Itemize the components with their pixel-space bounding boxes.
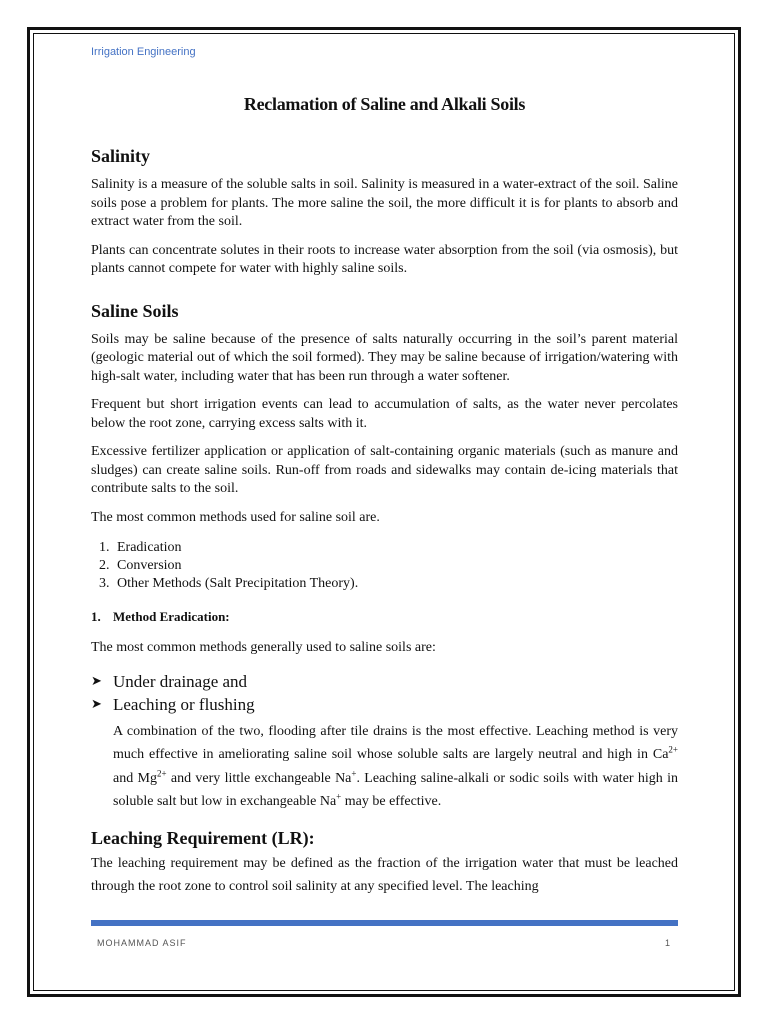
heading-leaching-requirement: Leaching Requirement (LR):: [91, 827, 315, 848]
list-item: [91, 693, 678, 716]
page-number: 1: [664, 938, 670, 948]
methods-list: [91, 539, 678, 593]
paragraph: Salinity is a measure of the soluble salts in soil. Salinity is measured in a water-extract of the soil. Saline soils pose a problem for plants. The more saline the soil, the more difficult it is for plants to absorb and extract water from the soil.: [91, 177, 678, 229]
list-item: 3. Other Methods (Salt Precipitation Theory).: [113, 575, 678, 593]
paragraph: The leaching requirement may be defined as the fraction of the irrigation water that must be leached through the root zone to control soil salinity at any specified level. The leaching: [91, 855, 678, 894]
list-item: 1. Eradication: [113, 539, 678, 557]
paragraph: Soils may be saline because of the presence of salts naturally occurring in the soil’s parent material (geologic material out of which the soil formed). They may be saline because of irrigation/watering with high-salt water, including water that has been run through a water softener.: [91, 331, 678, 384]
list-item: [91, 670, 678, 693]
paragraph-leaching-method: A combination of the two, flooding after tile drains is the most effective. Leaching method is very much effective in ameliorating saline soil whose soluble salts are largely neutral and high in $Ca^{2+}$ and $Mg^{2+}$ and very little exchangeable Na+. Leaching saline-alkali or sodic soils with water high in soluble salt but low in exchangeable Na+ may be effective.: [113, 723, 678, 809]
paragraph: Excessive fertilizer application or application of salt-containing organic materials (such as manure and sludges) can create saline soils. Run-off from roads and sidewalks may contain de-icing materials that contribute salts to the soil.: [91, 444, 678, 496]
subheading-number: 1.: [91, 609, 101, 624]
running-header: Irrigation Engineering: [91, 46, 196, 58]
heading-salinity: Salinity: [91, 146, 151, 166]
paragraph: Frequent but short irrigation events can lead to accumulation of salts, as the water never percolates below the root zone, carrying excess salts with it.: [91, 397, 678, 431]
arrow-bullet-icon: ➤: [91, 696, 102, 712]
footer-author: MOHAMMAD ASIF: [97, 938, 187, 948]
footer-rule: [91, 920, 678, 926]
heading-saline-soils: Saline Soils: [91, 300, 179, 321]
paragraph: The most common methods generally used to saline soils are:: [91, 640, 436, 655]
subheading-text: Method Eradication:: [113, 609, 230, 624]
document-body: [91, 92, 678, 909]
subheading-method-eradication: [91, 607, 678, 627]
document-title: Reclamation of Saline and Alkali Soils: [243, 94, 526, 114]
arrow-bullet-list: [91, 670, 678, 716]
arrow-bullet-icon: ➤: [91, 673, 102, 689]
paragraph: The most common methods used for saline soil are.: [91, 509, 380, 525]
list-item: 2. Conversion: [113, 557, 678, 575]
bullet-text: Leaching or flushing: [113, 694, 255, 714]
bullet-text: Under drainage and: [113, 671, 248, 691]
paragraph: Plants can concentrate solutes in their roots to increase water absorption from the soil (via osmosis), but plants cannot compete for water with highly saline soils.: [91, 242, 678, 276]
